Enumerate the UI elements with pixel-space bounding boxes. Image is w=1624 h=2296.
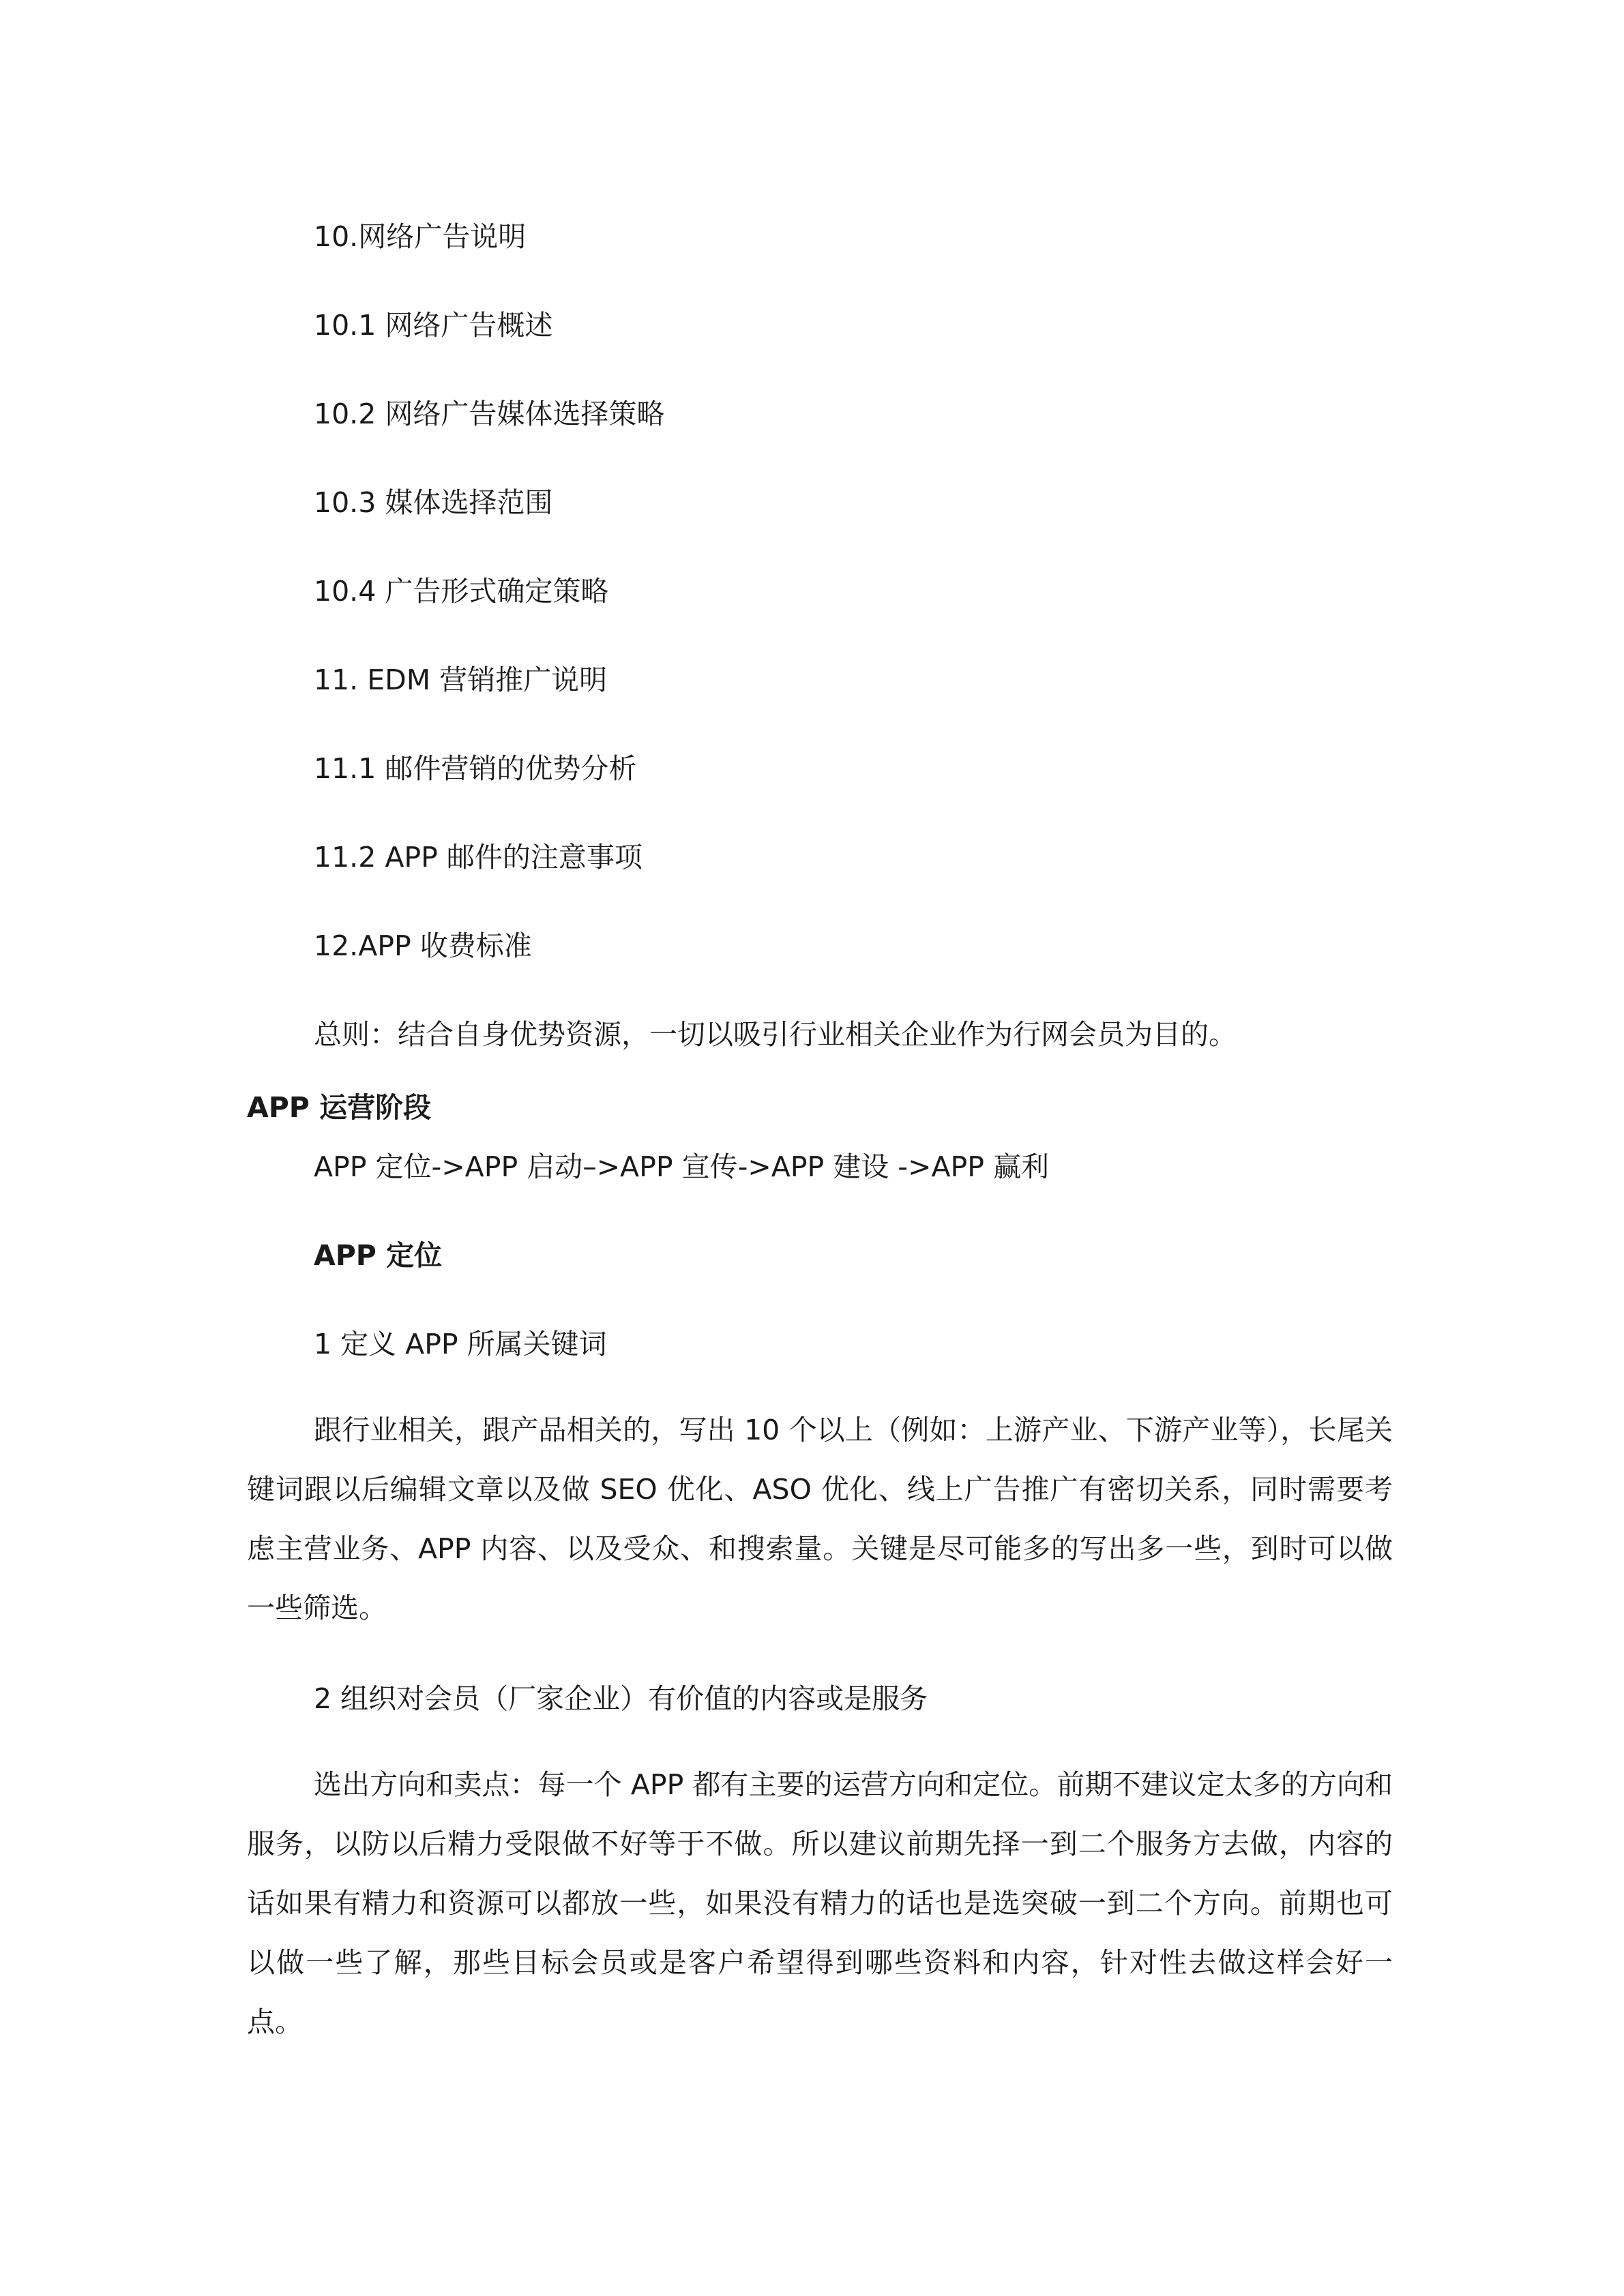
principle-text: 总则：结合自身优势资源，一切以吸引行业相关企业作为行网会员为目的。 [314, 1018, 1237, 1051]
step-title: 1 定义 APP 所属关键词 [314, 1328, 607, 1360]
paragraph: 选出方向和卖点：每一个 APP 都有主要的运营方向和定位。前期不建议定太多的方向和服务，以防以后精力受限做不好等于不做。所以建议前期先择一到二个服务方去做，内容的话如果有精力和资源可以都放一些，如果没有精力的话也是选突破一到二个方向。前期也可以做一些了解，那些目标会员或是客户希望得到哪些资料和内容，针对性去做这样会好一点。 [247, 1768, 1393, 2038]
toc-item: 10.网络广告说明 [314, 220, 527, 253]
stage-flow: APP 定位->APP 启动–>APP 宣传->APP 建设 ->APP 赢利 [314, 1150, 1049, 1183]
toc-item: 12.APP 收费标准 [314, 929, 532, 962]
toc-item: 11. EDM 营销推广说明 [314, 664, 608, 696]
toc-item: 11.2 APP 邮件的注意事项 [314, 841, 643, 874]
section-heading: APP 运营阶段 [247, 1091, 432, 1124]
toc-item: 11.1 邮件营销的优势分析 [314, 752, 637, 785]
toc-item: 10.1 网络广告概述 [314, 309, 553, 342]
toc-item: 10.2 网络广告媒体选择策略 [314, 398, 665, 430]
step-title: 2 组织对会员（厂家企业）有价值的内容或是服务 [314, 1682, 928, 1715]
subsection-heading: APP 定位 [314, 1239, 443, 1272]
toc-item: 10.3 媒体选择范围 [314, 486, 553, 519]
paragraph: 跟行业相关，跟产品相关的，写出 10 个以上（例如：上游产业、下游产业等），长尾关键词跟以后编辑文章以及做 SEO 优化、ASO 优化、线上广告推广有密切关系，同时需要考虑主营业务、APP 内容、以及受众、和搜索量。关键是尽可能多的写出多一些，到时可以做一些筛选。 [247, 1414, 1393, 1624]
toc-item: 10.4 广告形式确定策略 [314, 575, 609, 608]
